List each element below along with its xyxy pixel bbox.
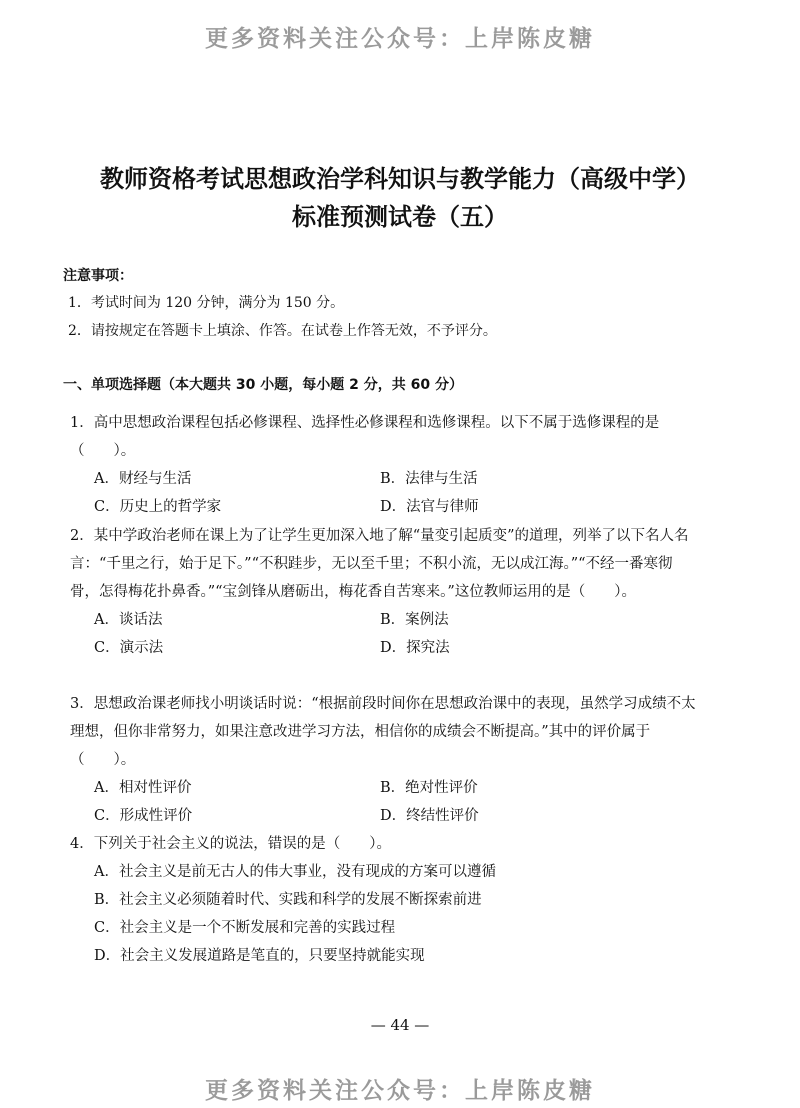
option-a: A．相对性评价 <box>94 780 192 796</box>
option-b: B．社会主义必须随着时代、实践和科学的发展不断探索前进 <box>94 892 482 908</box>
option-grid <box>70 606 700 662</box>
question-stem: 4．下列关于社会主义的说法，错误的是（ ）。 <box>70 836 391 852</box>
page-number: — 44 — <box>370 1016 430 1034</box>
question-1 <box>70 409 700 521</box>
option-c: C．形成性评价 <box>94 808 193 824</box>
question-2 <box>70 522 700 662</box>
option-d: D．法官与律师 <box>380 499 479 515</box>
option-b: B．案例法 <box>380 612 449 628</box>
option-b: B．绝对性评价 <box>380 780 478 796</box>
exam-title-line-2: 标准预测试卷（五） <box>292 203 508 231</box>
exam-title-line-1: 教师资格考试思想政治学科知识与教学能力（高级中学） <box>100 165 700 193</box>
option-c: C．演示法 <box>94 640 164 656</box>
section-heading: 一、单项选择题（本大题共 30 小题，每小题 2 分，共 60 分） <box>63 377 463 393</box>
option-d: D．探究法 <box>380 640 450 656</box>
question-stem: 3．思想政治课老师找小明谈话时说：“根据前段时间你在思想政治课中的表现，虽然学习成绩不太理想，但你非常努力，如果注意改进学习方法，相信你的成绩会不断提高。”其中的评价属于（ ）。 <box>70 696 696 768</box>
question-stem: 2．某中学政治老师在课上为了让学生更加深入地了解“量变引起质变”的道理，列举了以下名人名言：“千里之行，始于足下。”“不积跬步，无以至千里；不积小流，无以成江海。”“不经一番寒彻骨，怎得梅花扑鼻香。”“宝剑锋从磨砺出，梅花香自苦寒来。”这位教师运用的是（ ）。 <box>70 528 689 600</box>
option-grid <box>70 465 700 521</box>
watermark-top: 更多资料关注公众号：上岸陈皮糖 <box>205 26 595 52</box>
question-4 <box>70 830 700 970</box>
option-c: C．历史上的哲学家 <box>94 499 222 515</box>
option-grid <box>70 774 700 830</box>
notice-item-1: 1．考试时间为 120 分钟，满分为 150 分。 <box>68 295 345 311</box>
option-b: B．法律与生活 <box>380 471 478 487</box>
option-a: A．谈话法 <box>94 612 163 628</box>
option-d: D．社会主义发展道路是笔直的，只要坚持就能实现 <box>94 948 425 964</box>
notice-heading: 注意事项： <box>63 268 133 284</box>
option-a: A．财经与生活 <box>94 471 192 487</box>
option-d: D．终结性评价 <box>380 808 479 824</box>
watermark-bottom: 更多资料关注公众号：上岸陈皮糖 <box>205 1078 595 1104</box>
option-c: C．社会主义是一个不断发展和完善的实践过程 <box>94 920 396 936</box>
notice-item-2: 2．请按规定在答题卡上填涂、作答。在试卷上作答无效，不予评分。 <box>68 323 497 339</box>
question-3 <box>70 690 700 830</box>
question-stem: 1．高中思想政治课程包括必修课程、选择性必修课程和选修课程。以下不属于选修课程的是（ ）。 <box>70 415 660 459</box>
option-a: A．社会主义是前无古人的伟大事业，没有现成的方案可以遵循 <box>94 864 496 880</box>
